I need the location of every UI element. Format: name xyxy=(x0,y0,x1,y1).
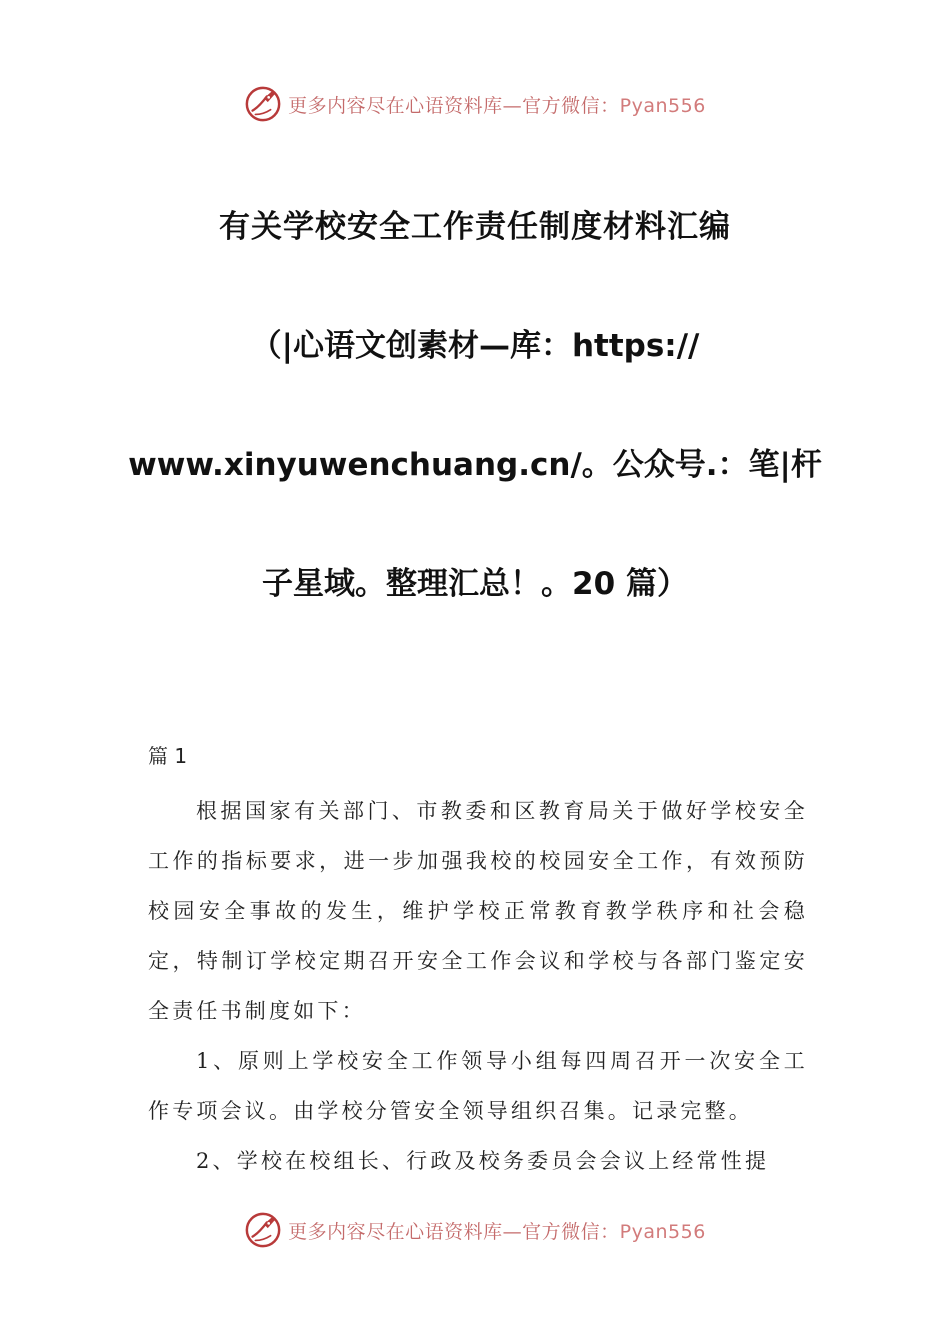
header-banner-text-cn: 更多内容尽在心语资料库—官方微信： xyxy=(288,94,620,117)
header-banner-content xyxy=(244,85,706,123)
document-title xyxy=(120,209,830,602)
footer-banner-text-cn: 更多内容尽在心语资料库—官方微信： xyxy=(288,1220,620,1243)
header-banner-wechat-id: Pyan556 xyxy=(619,94,706,117)
title-line-1: 有关学校安全工作责任制度材料汇编 xyxy=(219,209,731,245)
title-line-3: www.xinyuwenchuang.cn/。公众号.：笔|杆 xyxy=(128,447,822,483)
header-banner xyxy=(0,82,950,126)
title-line-2: （|心语文创素材—库：https:// xyxy=(250,328,700,364)
header-banner-text xyxy=(288,91,706,118)
document-body xyxy=(148,736,808,1186)
pen-nib-logo-icon xyxy=(244,1211,282,1249)
section-heading: 篇 1 xyxy=(148,744,188,768)
pen-nib-logo-icon xyxy=(244,85,282,123)
footer-banner-wechat-id: Pyan556 xyxy=(619,1220,706,1243)
title-line-4: 子星域。整理汇总！。20 篇） xyxy=(262,566,688,602)
footer-banner-text xyxy=(288,1217,706,1244)
body-paragraph-2: 1、原则上学校安全工作领导小组每四周召开一次安全工作专项会议。由学校分管安全领导组织召集。记录完整。 xyxy=(148,1049,808,1123)
body-paragraph-3: 2、学校在校组长、行政及校务委员会会议上经常性提 xyxy=(196,1149,770,1173)
footer-banner xyxy=(0,1208,950,1252)
footer-banner-content xyxy=(244,1211,706,1249)
body-paragraph-1: 根据国家有关部门、市教委和区教育局关于做好学校安全工作的指标要求，进一步加强我校的校园安全工作，有效预防校园安全事故的发生，维护学校正常教育教学秩序和社会稳定，特制订学校定期召开安全工作会议和学校与各部门鉴定安全责任书制度如下： xyxy=(148,799,808,1023)
